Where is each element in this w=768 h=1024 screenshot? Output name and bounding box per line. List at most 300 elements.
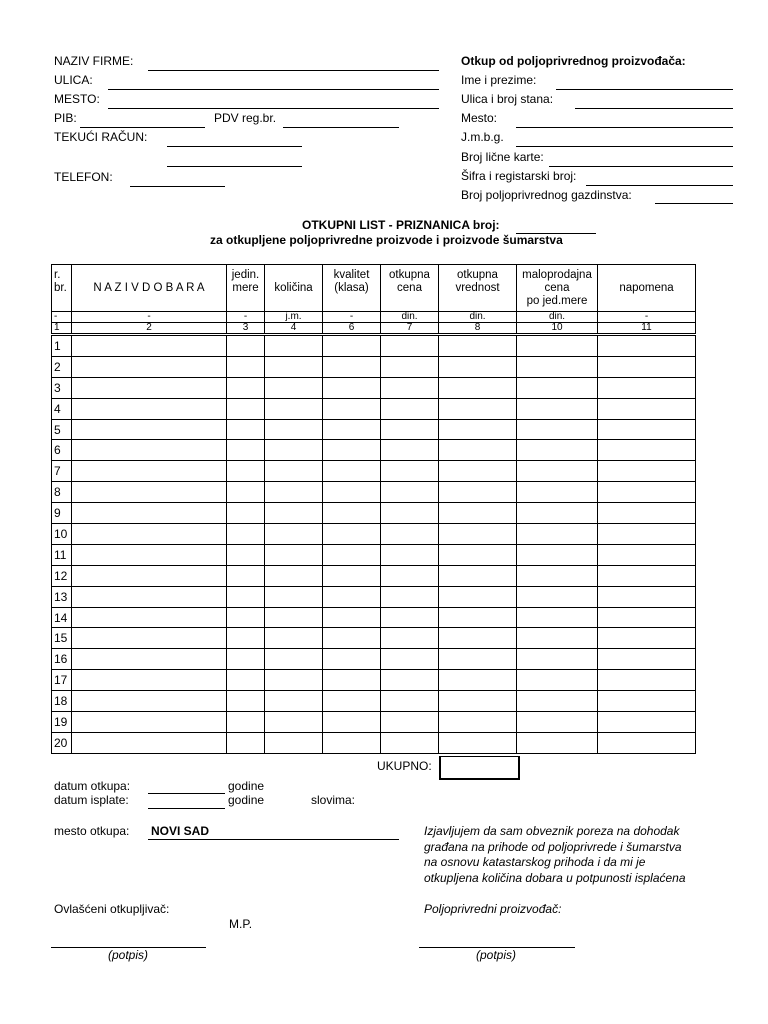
mesto-otkupa-value: NOVI SAD <box>151 824 210 838</box>
table-row <box>52 586 696 607</box>
header-cell-4 <box>265 265 323 312</box>
header-text <box>227 295 264 308</box>
table-cell[interactable] <box>227 377 265 398</box>
table-cell[interactable] <box>323 607 381 628</box>
table-cell[interactable] <box>381 712 439 733</box>
potpis-label-1: (potpis) <box>108 948 149 962</box>
table-row <box>52 524 696 545</box>
godine-1: godine <box>228 779 265 793</box>
table-cell[interactable] <box>323 670 381 691</box>
unit-cell: din. <box>439 312 517 323</box>
datum-isplate-label: datum isplate: <box>54 793 129 807</box>
row-number: 13 <box>52 586 72 607</box>
table-cell[interactable] <box>265 461 323 482</box>
table-row <box>52 482 696 503</box>
table-cell[interactable] <box>381 649 439 670</box>
izjava-line-4: otkupljena količina dobara u potpunosti isplaćena <box>424 870 686 885</box>
header-text: cena <box>397 281 422 294</box>
table-cell[interactable] <box>72 461 227 482</box>
unit-cell: - <box>598 312 696 323</box>
unit-cell: - <box>227 312 265 323</box>
table-cell[interactable] <box>381 377 439 398</box>
items-table <box>51 264 696 754</box>
table-cell[interactable] <box>439 607 517 628</box>
row-number: 3 <box>52 377 72 398</box>
header-text: mere <box>232 281 259 294</box>
table-cell[interactable] <box>517 544 598 565</box>
table-cell[interactable] <box>381 419 439 440</box>
table-cell[interactable] <box>439 461 517 482</box>
table-cell[interactable] <box>598 607 696 628</box>
table-cell[interactable] <box>265 649 323 670</box>
table-cell[interactable] <box>227 544 265 565</box>
table-cell[interactable] <box>227 732 265 753</box>
table-cell[interactable] <box>227 691 265 712</box>
row-number: 4 <box>52 398 72 419</box>
table-cell[interactable] <box>227 628 265 649</box>
table-cell[interactable] <box>381 544 439 565</box>
table-cell[interactable] <box>517 461 598 482</box>
row-number: 7 <box>52 461 72 482</box>
table-cell[interactable] <box>72 628 227 649</box>
buyer-mesto-line[interactable] <box>516 127 733 128</box>
table-cell[interactable] <box>439 440 517 461</box>
table-cell[interactable] <box>517 503 598 524</box>
table-cell[interactable] <box>439 482 517 503</box>
header-text: br. <box>54 281 67 294</box>
telefon-label: TELEFON: <box>54 170 113 184</box>
table-cell[interactable] <box>381 628 439 649</box>
table-cell[interactable] <box>227 607 265 628</box>
row-number: 11 <box>52 544 72 565</box>
ukupno-label: UKUPNO: <box>377 759 432 773</box>
column-number-cell: 6 <box>323 323 381 335</box>
table-cell[interactable] <box>72 712 227 733</box>
table-cell[interactable] <box>517 482 598 503</box>
table-cell[interactable] <box>517 732 598 753</box>
table-cell[interactable] <box>381 461 439 482</box>
ukupno-box[interactable] <box>439 756 520 780</box>
datum-isplate-line[interactable] <box>148 808 225 809</box>
table-cell[interactable] <box>439 712 517 733</box>
mesto-otkupa-label: mesto otkupa: <box>54 824 130 838</box>
table-cell[interactable] <box>517 712 598 733</box>
table-cell[interactable] <box>227 649 265 670</box>
table-cell[interactable] <box>227 461 265 482</box>
table-cell[interactable] <box>72 482 227 503</box>
jmbg-label: J.m.b.g. <box>461 130 504 144</box>
table-row <box>52 712 696 733</box>
table-cell[interactable] <box>227 524 265 545</box>
header-text: kvalitet <box>333 268 370 281</box>
table-cell[interactable] <box>598 524 696 545</box>
table-cell[interactable] <box>381 670 439 691</box>
header-text <box>265 269 322 282</box>
mesto-line[interactable] <box>108 108 439 109</box>
table-cell[interactable] <box>381 440 439 461</box>
row-number: 5 <box>52 419 72 440</box>
table-cell[interactable] <box>72 398 227 419</box>
mesto-otkupa-line[interactable] <box>148 839 399 840</box>
header-text: otkupna <box>389 268 430 281</box>
table-cell[interactable] <box>227 565 265 586</box>
ulica-line[interactable] <box>108 89 439 90</box>
table-cell[interactable] <box>265 565 323 586</box>
table-cell[interactable] <box>72 335 227 357</box>
table-cell[interactable] <box>72 607 227 628</box>
header-cell-9 <box>598 265 696 312</box>
table-cell[interactable] <box>439 649 517 670</box>
table-cell[interactable] <box>598 503 696 524</box>
tekuci-racun-line-1[interactable] <box>167 146 302 147</box>
buyer-ulica-label: Ulica i broj stana: <box>461 92 554 106</box>
table-row <box>52 732 696 753</box>
table-row <box>52 670 696 691</box>
table-cell[interactable] <box>323 732 381 753</box>
buyer-ulica-line[interactable] <box>575 108 733 109</box>
table-cell[interactable] <box>265 524 323 545</box>
row-number: 18 <box>52 691 72 712</box>
table-cell[interactable] <box>323 544 381 565</box>
table-cell[interactable] <box>227 419 265 440</box>
row-number: 1 <box>52 335 72 357</box>
proizvodjac-label: Poljoprivredni proizvođač: <box>424 902 562 916</box>
row-number: 10 <box>52 524 72 545</box>
tekuci-racun-line-2[interactable] <box>167 166 302 167</box>
table-cell[interactable] <box>598 586 696 607</box>
header-cell-1 <box>52 265 72 312</box>
table-cell[interactable] <box>517 377 598 398</box>
table-cell[interactable] <box>598 356 696 377</box>
table-cell[interactable] <box>598 335 696 357</box>
potpis-label-2: (potpis) <box>476 948 517 962</box>
buyer-title: Otkup od poljoprivrednog proizvođača: <box>461 54 686 68</box>
table-cell[interactable] <box>265 482 323 503</box>
izjava-text <box>424 824 686 886</box>
datum-otkupa-line[interactable] <box>148 793 225 794</box>
table-cell[interactable] <box>381 335 439 357</box>
table-cell[interactable] <box>323 440 381 461</box>
table-row <box>52 335 696 357</box>
table-cell[interactable] <box>381 503 439 524</box>
sifra-line[interactable] <box>586 185 733 186</box>
header-text <box>381 295 438 308</box>
table-cell[interactable] <box>323 356 381 377</box>
table-cell[interactable] <box>598 482 696 503</box>
tekuci-racun-label: TEKUĆI RAČUN: <box>54 130 148 144</box>
mp-label: M.P. <box>229 917 253 931</box>
table-cell[interactable] <box>439 419 517 440</box>
pdv-line[interactable] <box>283 127 399 128</box>
table-cell[interactable] <box>265 586 323 607</box>
row-number: 19 <box>52 712 72 733</box>
table-header-row <box>52 265 696 312</box>
table-cell[interactable] <box>598 398 696 419</box>
header-text: napomena <box>619 281 674 294</box>
table-cell[interactable] <box>598 544 696 565</box>
table-cell[interactable] <box>598 649 696 670</box>
telefon-line[interactable] <box>130 186 225 187</box>
row-number: 15 <box>52 628 72 649</box>
table-cell[interactable] <box>517 440 598 461</box>
table-cell[interactable] <box>265 419 323 440</box>
table-cell[interactable] <box>227 398 265 419</box>
table-cell[interactable] <box>598 419 696 440</box>
table-cell[interactable] <box>598 712 696 733</box>
naziv-firme-label: NAZIV FIRME: <box>54 54 134 68</box>
table-cell[interactable] <box>439 335 517 357</box>
table-cell[interactable] <box>323 628 381 649</box>
header-cell-5 <box>323 265 381 312</box>
table-cell[interactable] <box>227 670 265 691</box>
header-text <box>323 295 380 308</box>
unit-cell: - <box>52 312 72 323</box>
table-cell[interactable] <box>323 335 381 357</box>
table-cell[interactable] <box>439 356 517 377</box>
table-cell[interactable] <box>439 503 517 524</box>
table-cell[interactable] <box>72 419 227 440</box>
column-number-cell: 4 <box>265 323 323 335</box>
table-cell[interactable] <box>323 524 381 545</box>
table-cell[interactable] <box>265 732 323 753</box>
buyer-mesto-label: Mesto: <box>461 111 498 125</box>
header-text <box>72 295 226 308</box>
datum-otkupa-label: datum otkupa: <box>54 779 131 793</box>
table-cell[interactable] <box>439 398 517 419</box>
document-subtitle: za otkupljene poljoprivredne proizvode i proizvode šumarstva <box>210 233 563 247</box>
table-cell[interactable] <box>72 503 227 524</box>
table-cell[interactable] <box>439 565 517 586</box>
table-cell[interactable] <box>598 732 696 753</box>
table-cell[interactable] <box>323 691 381 712</box>
izjava-line-3: na osnovu katastarskog prihoda i da mi je <box>424 855 646 869</box>
table-cell[interactable] <box>439 670 517 691</box>
table-cell[interactable] <box>439 377 517 398</box>
header-text <box>439 295 516 308</box>
table-cell[interactable] <box>72 691 227 712</box>
table-cell[interactable] <box>517 586 598 607</box>
table-column-numbers-row <box>52 323 696 335</box>
table-cell[interactable] <box>439 628 517 649</box>
header-text <box>598 295 695 308</box>
document-title: OTKUPNI LIST - PRIZNANICA broj: <box>302 218 500 232</box>
table-cell[interactable] <box>517 649 598 670</box>
licna-karta-line[interactable] <box>549 166 733 167</box>
column-number-cell: 10 <box>517 323 598 335</box>
row-number: 20 <box>52 732 72 753</box>
table-cell[interactable] <box>227 586 265 607</box>
table-cell[interactable] <box>323 377 381 398</box>
table-cell[interactable] <box>227 356 265 377</box>
table-cell[interactable] <box>265 607 323 628</box>
pdv-label: PDV reg.br. <box>214 111 277 125</box>
table-cell[interactable] <box>265 544 323 565</box>
unit-cell: j.m. <box>265 312 323 323</box>
row-number: 16 <box>52 649 72 670</box>
table-cell[interactable] <box>72 670 227 691</box>
table-cell[interactable] <box>265 398 323 419</box>
ulica-label: ULICA: <box>54 73 93 87</box>
header-text: maloprodajna <box>522 268 592 281</box>
table-units-row <box>52 312 696 323</box>
table-cell[interactable] <box>323 419 381 440</box>
ime-line[interactable] <box>556 89 733 90</box>
gazdinstvo-line[interactable] <box>655 203 733 204</box>
table-cell[interactable] <box>598 377 696 398</box>
table-cell[interactable] <box>265 628 323 649</box>
table-cell[interactable] <box>381 691 439 712</box>
unit-cell: din. <box>381 312 439 323</box>
table-row <box>52 356 696 377</box>
row-number: 2 <box>52 356 72 377</box>
table-cell[interactable] <box>439 586 517 607</box>
table-cell[interactable] <box>381 732 439 753</box>
table-cell[interactable] <box>381 607 439 628</box>
header-cell-8 <box>517 265 598 312</box>
table-cell[interactable] <box>323 565 381 586</box>
row-number: 14 <box>52 607 72 628</box>
table-cell[interactable] <box>72 524 227 545</box>
table-cell[interactable] <box>227 335 265 357</box>
table-cell[interactable] <box>227 482 265 503</box>
table-cell[interactable] <box>72 356 227 377</box>
unit-cell: - <box>323 312 381 323</box>
table-row <box>52 607 696 628</box>
table-cell[interactable] <box>72 377 227 398</box>
header-cell-6 <box>381 265 439 312</box>
table-cell[interactable] <box>439 732 517 753</box>
table-cell[interactable] <box>439 544 517 565</box>
table-row <box>52 377 696 398</box>
table-cell[interactable] <box>72 732 227 753</box>
pib-label: PIB: <box>54 111 77 125</box>
table-cell[interactable] <box>517 524 598 545</box>
table-cell[interactable] <box>323 503 381 524</box>
sifra-label: Šifra i registarski broj: <box>461 169 577 183</box>
table-cell[interactable] <box>598 670 696 691</box>
table-cell[interactable] <box>381 398 439 419</box>
table-cell[interactable] <box>323 461 381 482</box>
table-cell[interactable] <box>598 440 696 461</box>
table-cell[interactable] <box>265 503 323 524</box>
table-cell[interactable] <box>439 691 517 712</box>
column-number-cell: 7 <box>381 323 439 335</box>
column-number-cell: 2 <box>72 323 227 335</box>
pib-line[interactable] <box>80 127 205 128</box>
table-cell[interactable] <box>517 607 598 628</box>
table-cell[interactable] <box>72 565 227 586</box>
table-cell[interactable] <box>323 649 381 670</box>
izjava-line-2: građana na prihode od poljoprivrede i šumarstva <box>424 839 682 854</box>
table-cell[interactable] <box>598 628 696 649</box>
table-row <box>52 440 696 461</box>
slovima-label: slovima: <box>311 793 356 807</box>
column-number-cell: 8 <box>439 323 517 335</box>
table-cell[interactable] <box>517 356 598 377</box>
row-number: 17 <box>52 670 72 691</box>
table-cell[interactable] <box>323 586 381 607</box>
header-text: cena <box>544 281 570 294</box>
mesto-label: MESTO: <box>54 92 100 106</box>
table-cell[interactable] <box>227 503 265 524</box>
licna-karta-label: Broj lične karte: <box>461 150 544 164</box>
table-cell[interactable] <box>517 691 598 712</box>
gazdinstvo-label: Broj poljoprivrednog gazdinstva: <box>461 188 632 202</box>
table-cell[interactable] <box>265 356 323 377</box>
table-row <box>52 419 696 440</box>
table-cell[interactable] <box>598 461 696 482</box>
table-cell[interactable] <box>439 524 517 545</box>
godine-2: godine <box>228 793 265 807</box>
table-cell[interactable] <box>517 419 598 440</box>
row-number: 9 <box>52 503 72 524</box>
table-cell[interactable] <box>517 398 598 419</box>
table-cell[interactable] <box>72 544 227 565</box>
table-row <box>52 649 696 670</box>
table-cell[interactable] <box>323 482 381 503</box>
ime-label: Ime i prezime: <box>461 73 537 87</box>
table-cell[interactable] <box>265 691 323 712</box>
column-number-cell: 3 <box>227 323 265 335</box>
table-cell[interactable] <box>72 586 227 607</box>
table-cell[interactable] <box>265 440 323 461</box>
table-cell[interactable] <box>598 565 696 586</box>
table-cell[interactable] <box>265 670 323 691</box>
header-text: po jed.mere <box>526 294 588 307</box>
table-cell[interactable] <box>227 712 265 733</box>
unit-cell: - <box>72 312 227 323</box>
table-cell[interactable] <box>381 586 439 607</box>
header-text <box>54 295 71 308</box>
column-number-cell: 1 <box>52 323 72 335</box>
ovlasceni-label: Ovlašćeni otkupljivač: <box>54 902 170 916</box>
table-row <box>52 503 696 524</box>
table-cell[interactable] <box>517 628 598 649</box>
row-number: 12 <box>52 565 72 586</box>
header-text <box>265 295 322 308</box>
header-text: vrednost <box>455 281 500 294</box>
header-cell-3 <box>227 265 265 312</box>
header-text: jedin. <box>231 268 260 281</box>
table-cell[interactable] <box>323 712 381 733</box>
table-cell[interactable] <box>265 377 323 398</box>
table-cell[interactable] <box>227 440 265 461</box>
table-row <box>52 691 696 712</box>
table-cell[interactable] <box>381 482 439 503</box>
izjava-line-1: Izjavljujem da sam obveznik poreza na dohodak <box>424 824 680 838</box>
header-text: (klasa) <box>334 281 369 294</box>
table-cell[interactable] <box>381 356 439 377</box>
table-cell[interactable] <box>323 398 381 419</box>
table-cell[interactable] <box>265 712 323 733</box>
header-text: otkupna <box>457 268 498 281</box>
table-cell[interactable] <box>381 565 439 586</box>
jmbg-line[interactable] <box>516 146 733 147</box>
table-cell[interactable] <box>517 670 598 691</box>
table-cell[interactable] <box>72 440 227 461</box>
table-cell[interactable] <box>265 335 323 357</box>
table-cell[interactable] <box>598 691 696 712</box>
header-text <box>598 269 695 282</box>
naziv-firme-line[interactable] <box>148 70 439 71</box>
table-cell[interactable] <box>517 565 598 586</box>
table-cell[interactable] <box>517 335 598 357</box>
table-row <box>52 544 696 565</box>
header-text <box>72 269 226 282</box>
table-row <box>52 628 696 649</box>
table-cell[interactable] <box>72 649 227 670</box>
table-cell[interactable] <box>381 524 439 545</box>
